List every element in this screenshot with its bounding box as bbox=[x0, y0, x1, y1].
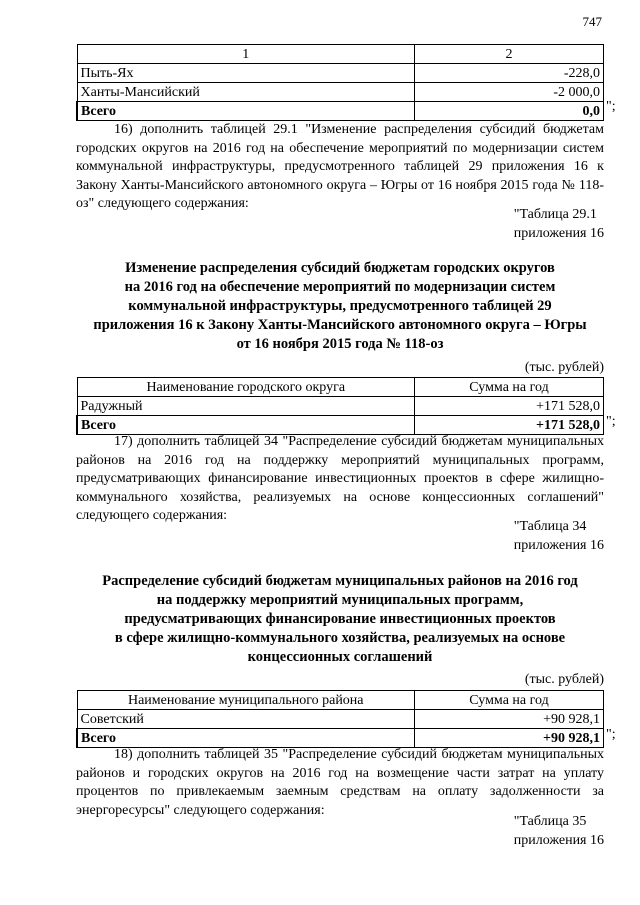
heading-line: коммунальной инфраструктуры, предусмотренного таблицей 29 bbox=[128, 298, 552, 314]
table-reference-34 bbox=[514, 518, 604, 555]
page-number: 747 bbox=[582, 14, 602, 29]
heading-line: от 16 ноября 2015 года № 118-оз bbox=[236, 336, 444, 352]
table-header-cell: Наименование муниципального района bbox=[77, 691, 415, 710]
heading-line: Распределение субсидий бюджетам муниципальных районов на 2016 год bbox=[102, 573, 578, 589]
heading-line: концессионных соглашений bbox=[247, 649, 433, 665]
reference-line: "Таблица 29.1 bbox=[513, 207, 597, 222]
row-name: Радужный bbox=[77, 397, 415, 416]
units-label: (тыс. рублей) bbox=[524, 672, 604, 687]
row-value: -228,0 bbox=[415, 64, 604, 83]
row-value: -2 000,0 bbox=[415, 83, 604, 102]
table-row bbox=[77, 397, 604, 416]
table-header-cell: 2 bbox=[415, 45, 604, 64]
reference-line: приложения 16 bbox=[513, 225, 604, 241]
reference-line: "Таблица 35 bbox=[513, 814, 587, 829]
heading-line: на поддержку мероприятий муниципальных программ, bbox=[156, 592, 524, 608]
row-name: Пыть-Ях bbox=[77, 64, 415, 83]
table-total-row bbox=[77, 102, 604, 121]
heading-line: на 2016 год на обеспечение мероприятий по модернизации систем bbox=[124, 279, 556, 295]
reference-line: приложения 16 bbox=[513, 537, 604, 553]
table-header-cell: Сумма на год bbox=[415, 691, 604, 710]
table-reference-29-1 bbox=[514, 206, 604, 243]
table-1 bbox=[76, 44, 604, 121]
units-label: (тыс. рублей) bbox=[524, 360, 604, 375]
paragraph-17 bbox=[76, 433, 604, 526]
row-value: +171 528,0 bbox=[415, 397, 604, 416]
total-value: 0,0 bbox=[415, 102, 604, 121]
total-value: +171 528,0 bbox=[415, 416, 604, 435]
table-3 bbox=[76, 690, 604, 748]
heading-line: Изменение распределения субсидий бюджетам городских округов bbox=[125, 260, 555, 276]
table-header-row bbox=[77, 378, 604, 397]
table-reference-35 bbox=[514, 813, 604, 850]
total-value: +90 928,1 bbox=[415, 729, 604, 748]
table-closing-mark: "; bbox=[606, 727, 616, 742]
table-closing-mark: "; bbox=[606, 414, 616, 429]
section-heading-1 bbox=[60, 259, 620, 354]
heading-line: в сфере жилищно-коммунального хозяйства, реализуемых на основе bbox=[114, 630, 566, 646]
table-row bbox=[77, 83, 604, 102]
paragraph-18 bbox=[76, 746, 604, 820]
total-label: Всего bbox=[77, 729, 415, 748]
row-name: Советский bbox=[77, 710, 415, 729]
table-2 bbox=[76, 377, 604, 435]
section-heading-2 bbox=[60, 572, 620, 667]
paragraph-text: 18) дополнить таблицей 35 "Распределение субсидий бюджетам муниципальных районов и городских округов на 2016 год на возмещение части затрат на уплату процентов по привлекаемым заемным средствам на оплату задолженности за энергоресурсы" следующего содержания: bbox=[76, 747, 604, 818]
row-name: Ханты-Мансийский bbox=[77, 83, 415, 102]
table-header-row bbox=[77, 45, 604, 64]
heading-line: предусматривающих финансирование инвестиционных проектов bbox=[124, 611, 556, 627]
paragraph-text: 16) дополнить таблицей 29.1 "Изменение распределения субсидий бюджетам городских округов на 2016 год на обеспечение мероприятий по модернизации систем коммунальной инфраструктуры, предусмотренного таблицей 29 приложения 16 к Закону Ханты-Мансийского автономного округа – Югры от 16 ноября 2015 года № 118-оз" следующего содержания: bbox=[76, 122, 604, 211]
paragraph-16 bbox=[76, 121, 604, 214]
total-label: Всего bbox=[77, 416, 415, 435]
table-row bbox=[77, 64, 604, 83]
reference-line: "Таблица 34 bbox=[513, 519, 587, 534]
table-header-cell: Сумма на год bbox=[415, 378, 604, 397]
heading-line: приложения 16 к Закону Ханты-Мансийского автономного округа – Югры bbox=[93, 317, 587, 333]
table-header-cell: Наименование городского округа bbox=[77, 378, 415, 397]
reference-line: приложения 16 bbox=[513, 832, 604, 848]
table-row bbox=[77, 710, 604, 729]
table-closing-mark: "; bbox=[606, 99, 616, 114]
table-header-cell: 1 bbox=[77, 45, 415, 64]
table-total-row bbox=[77, 729, 604, 748]
total-label: Всего bbox=[77, 102, 415, 121]
row-value: +90 928,1 bbox=[415, 710, 604, 729]
table-header-row bbox=[77, 691, 604, 710]
table-total-row bbox=[77, 416, 604, 435]
paragraph-text: 17) дополнить таблицей 34 "Распределение субсидий бюджетам муниципальных районов на 2016 год на поддержку мероприятий муниципальных программ, предусматривающих финансирование инвестиционных проектов в сфере жилищно-коммунального хозяйства, реализуемых на основе концессионных соглашений" следующего содержания: bbox=[76, 434, 604, 523]
